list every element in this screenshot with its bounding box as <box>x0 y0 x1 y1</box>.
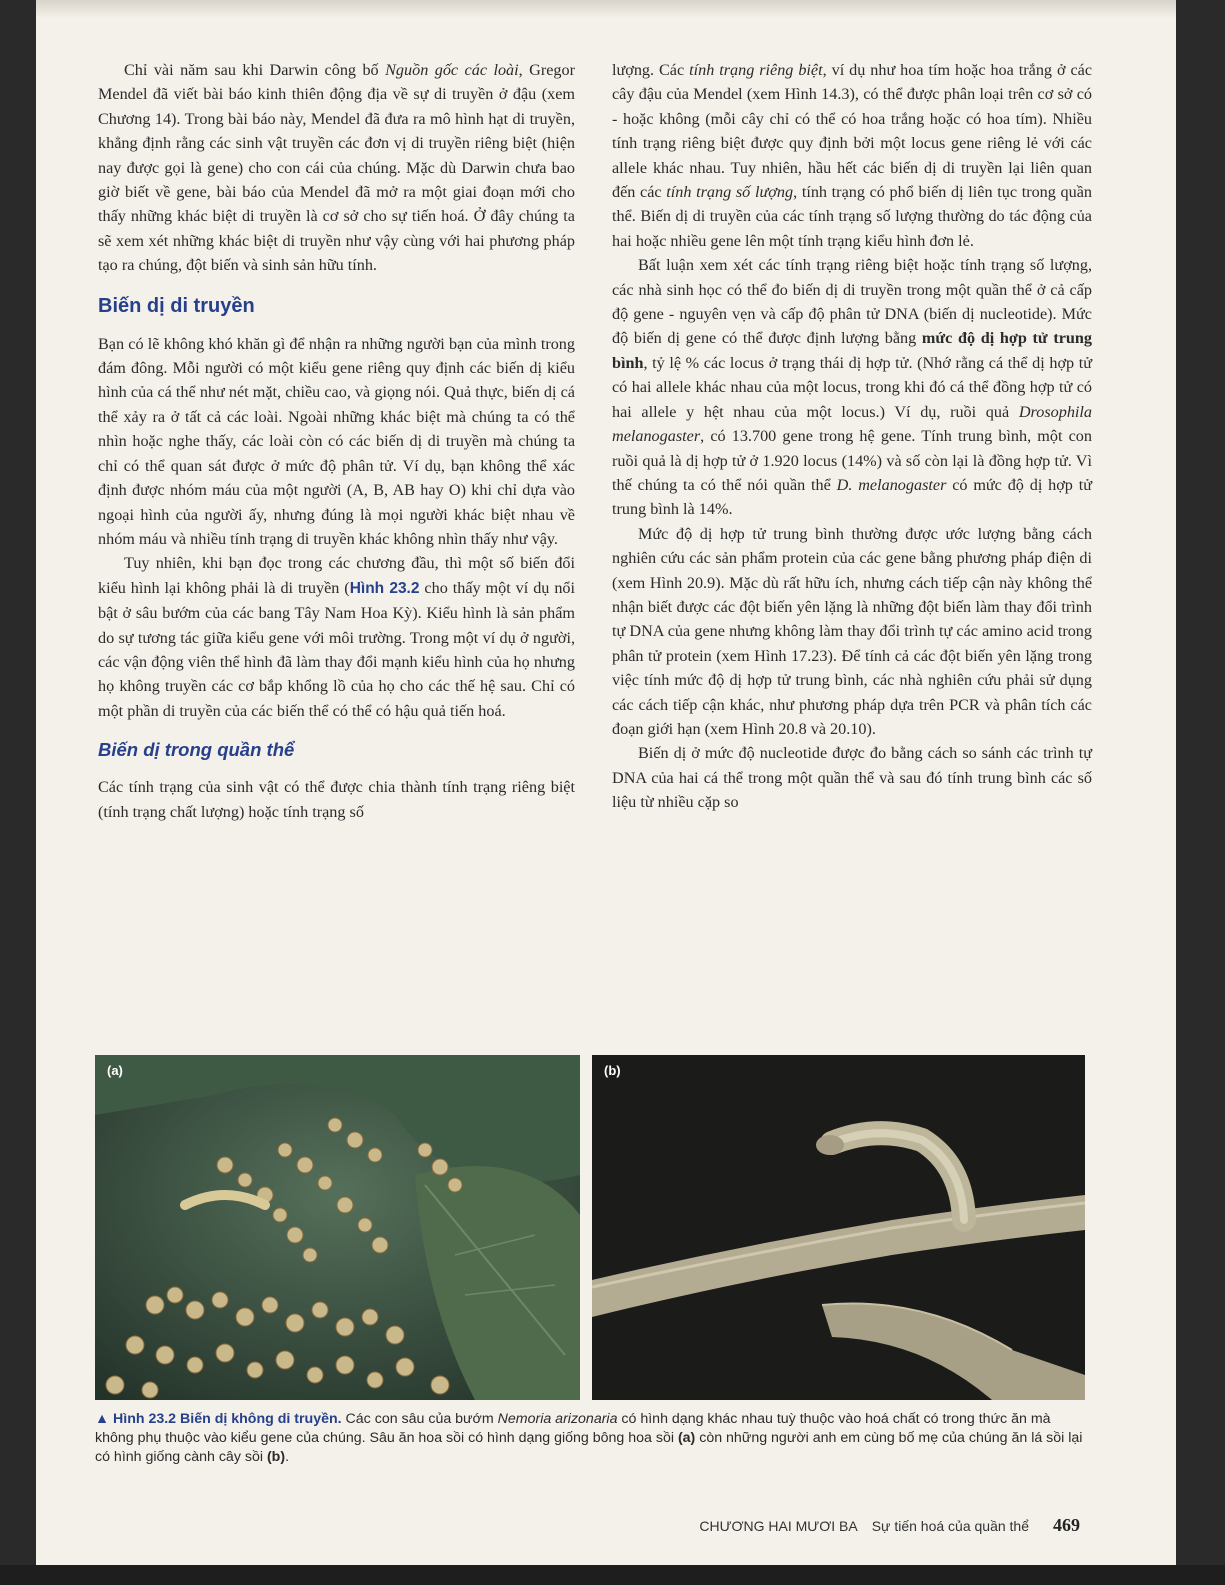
paragraph: Các tính trạng của sinh vật có thể được chia thành tính trạng riêng biệt (tính trạng chất lượng) hoặc tính trạng số <box>98 778 575 821</box>
book-title: Nguồn gốc các loài <box>385 61 519 79</box>
species-name: D. melanogaster <box>836 475 947 494</box>
paragraph: Biến dị ở mức độ nucleotide được đo bằng cách so sánh các trình tự DNA của hai cá thể trong một quần thể và sau đó tính trung bình các số liệu từ nhiều cặp so <box>612 744 1092 812</box>
page-top-edge <box>36 0 1176 18</box>
figure-reference: Hình 23.2 <box>349 579 420 597</box>
figure-caption <box>95 1410 1085 1467</box>
panel-reference-a: (a) <box>677 1430 696 1446</box>
species-name: Nemoria arizonaria <box>497 1411 618 1427</box>
paragraph <box>98 551 575 723</box>
figure-photo-b <box>592 1055 1085 1400</box>
caption-text: . <box>285 1449 290 1465</box>
text-run: , tỷ lệ % các locus ở trạng thái dị hợp tử. (Nhớ rằng cá thể dị hợp tử có hai allele khác nhau của một locus, trong khi đó cá thể đồng hợp tử có hai allele y hệt nhau của một locus.) Ví dụ, ruồi quả <box>612 353 1092 421</box>
text-run: , ví dụ như hoa tím hoặc hoa trắng ở các cây đậu của Mendel (xem Hình 14.3), có thể được phân loại trên cơ sở có - hoặc không (mỗi cây chỉ có thể có hoa trắng hoặc có hoa tím). Nhiều tính trạng riêng biệt được quy định bởi một locus gene riêng lẻ với các allele khác nhau. Tuy nhiên, hầu hết các biến dị di truyền lại liên quan đến các <box>612 61 1093 202</box>
text-run: , tính trạng có phổ biến dị liên tục trong quần thể. Biến dị di truyền của các tính trạng số lượng thường do tác động của hai hoặc nhiều gene lên một tính trạng kiểu hình đơn lẻ. <box>612 183 1093 250</box>
page-footer <box>699 1515 1080 1536</box>
paragraph: Mức độ dị hợp tử trung bình thường được ước lượng bằng cách nghiên cứu các sản phẩm protein của các gene bằng phương pháp điện di (xem Hình 20.9). Mặc dù rất hữu ích, nhưng cách tiếp cận này không thể nhận biết được các đột biến yên lặng là những đột biến làm thay đổi trình tự DNA của gene nhưng không làm thay đổi trình tự các amino acid trong phân tử protein (xem Hình 17.23). Để tính cả các đột biến yên lặng trong việc tính mức độ dị hợp tử trung bình, các nhà nghiên cứu phải sử dụng các cách tiếp cận khác, như phương pháp dựa trên PCR và phân tích các đoạn giới hạn (xem Hình 20.8 và 20.10). <box>612 524 1092 738</box>
key-term: mức độ dị hợp tử trung bình <box>612 329 1092 372</box>
paragraph <box>612 58 1092 253</box>
oak-twig-caterpillar-image <box>592 1055 1085 1400</box>
text-run: có mức độ dị hợp tử trung bình là 14%. <box>612 475 1093 519</box>
chapter-label: CHƯƠNG HAI MƯƠI BA <box>699 1518 858 1534</box>
text-run: cho thấy một ví dụ nổi bật ở sâu bướm của các bang Tây Nam Hoa Kỳ). Kiểu hình là sản phẩm do sự tương tác giữa kiểu gene với môi trường. Trong một ví dụ ở người, các vận động viên thể hình đã làm thay đổi mạnh kiểu hình của họ nhưng họ không truyền các cơ bắp khổng lồ của họ cho các thế hệ sau. Chỉ có một phần di truyền của các biến thể có thể có hậu quả tiến hoá. <box>98 578 576 720</box>
paragraph <box>612 253 1092 521</box>
text-run: Chỉ vài năm sau khi Darwin công bố <box>124 61 386 79</box>
caption-title: Hình 23.2 Biến dị không di truyền. <box>113 1411 342 1427</box>
chapter-title: Sự tiến hoá của quần thể <box>871 1518 1029 1534</box>
panel-label-a: (a) <box>107 1063 123 1078</box>
left-column <box>98 58 575 824</box>
subsection-heading: Biến dị trong quần thể <box>98 739 295 761</box>
paragraph: Bạn có lẽ không khó khăn gì để nhận ra những người bạn của mình trong đám đông. Mỗi người có một kiểu gene riêng quy định các biến dị kiểu hình của cá thể như nét mặt, chiều cao, và giọng nói. Quả thực, biến dị cá thể xảy ra ở tất cả các loài. Ngoài những khác biệt mà chúng ta có thể nhìn hoặc nghe thấy, các loài còn có các biến dị di truyền mà chúng ta chỉ có thể quan sát được ở mức độ phân tử. Ví dụ, bạn không thể xác định được nhóm máu của một người (A, B, AB hay O) khi chỉ dựa vào ngoại hình của người ấy, nhưng đúng là mọi người khác biệt nhau về nhóm máu và nhiều tính trạng di truyền khác không nhìn thấy như vậy. <box>98 334 575 548</box>
caption-marker: ▲ <box>95 1411 110 1427</box>
caption-text: còn những người anh em cùng bố mẹ của chúng ăn lá sồi lại có hình giống cành cây sồi <box>95 1430 1083 1465</box>
text-run: Bất luận xem xét các tính trạng riêng biệt hoặc tính trạng số lượng, các nhà sinh học có thể đo biến dị di truyền trong một quần thể ở cả cấp độ gene - nguyên vẹn và cấp độ phân tử DNA (biến dị nucleotide). Mức độ biến dị gene có thể được định lượng bằng <box>612 256 1092 348</box>
text-run: lượng. Các <box>612 61 690 79</box>
oak-catkin-caterpillar-image <box>95 1055 580 1400</box>
text-run: Tuy nhiên, khi bạn đọc trong các chương đầu, thì một số biến đổi kiểu hình lại không phải là di truyền ( <box>98 554 575 597</box>
text-run: , có 13.700 gene trong hệ gene. Tính trung bình, một con ruồi quả là dị hợp tử ở 1.920 locus (14%) và số còn lại là đồng hợp tử. Vì thế chúng ta có thể nói quần thể <box>612 427 1092 494</box>
caption-text: Các con sâu của bướm <box>341 1411 498 1427</box>
section-heading: Biến dị di truyền <box>98 294 255 317</box>
italic-term: tính trạng riêng biệt <box>689 61 823 79</box>
right-column <box>612 58 1092 815</box>
caption-text: có hình dạng khác nhau tuỳ thuộc vào hoá chất có trong thức ăn mà không phụ thuộc vào kiểu gene của chúng. Sâu ăn hoa sồi có hình dạng giống bông hoa sồi <box>95 1411 1051 1446</box>
text-run: , Gregor Mendel đã viết bài báo kinh thiên động địa về sự di truyền ở đậu (xem Chương 14). Trong bài báo này, Mendel đã đưa ra mô hình hạt di truyền, khẳng định rằng các sinh vật truyền các đơn vị di truyền riêng biệt (hiện nay được gọi là gene) cho con cái của chúng. Mặc dù Darwin chưa bao giờ biết về gene, bài báo của Mendel đã mở ra một giai đoạn mới cho thấy những khác biệt di truyền là cơ sở cho sự tiến hoá. Ở đây chúng ta sẽ xem xét những khác biệt di truyền như vậy cùng với hai phương pháp tạo ra chúng, đột biến và sinh sản hữu tính. <box>98 61 575 275</box>
italic-term: tính trạng số lượng <box>666 183 794 202</box>
panel-label-b: (b) <box>604 1063 621 1078</box>
panel-reference-b: (b) <box>266 1449 286 1465</box>
scan-bottom-edge <box>0 1565 1225 1585</box>
figure-photo-a <box>95 1055 580 1400</box>
paragraph <box>98 58 575 278</box>
species-name: Drosophila melanogaster <box>612 402 1092 446</box>
page-number: 469 <box>1053 1515 1080 1535</box>
